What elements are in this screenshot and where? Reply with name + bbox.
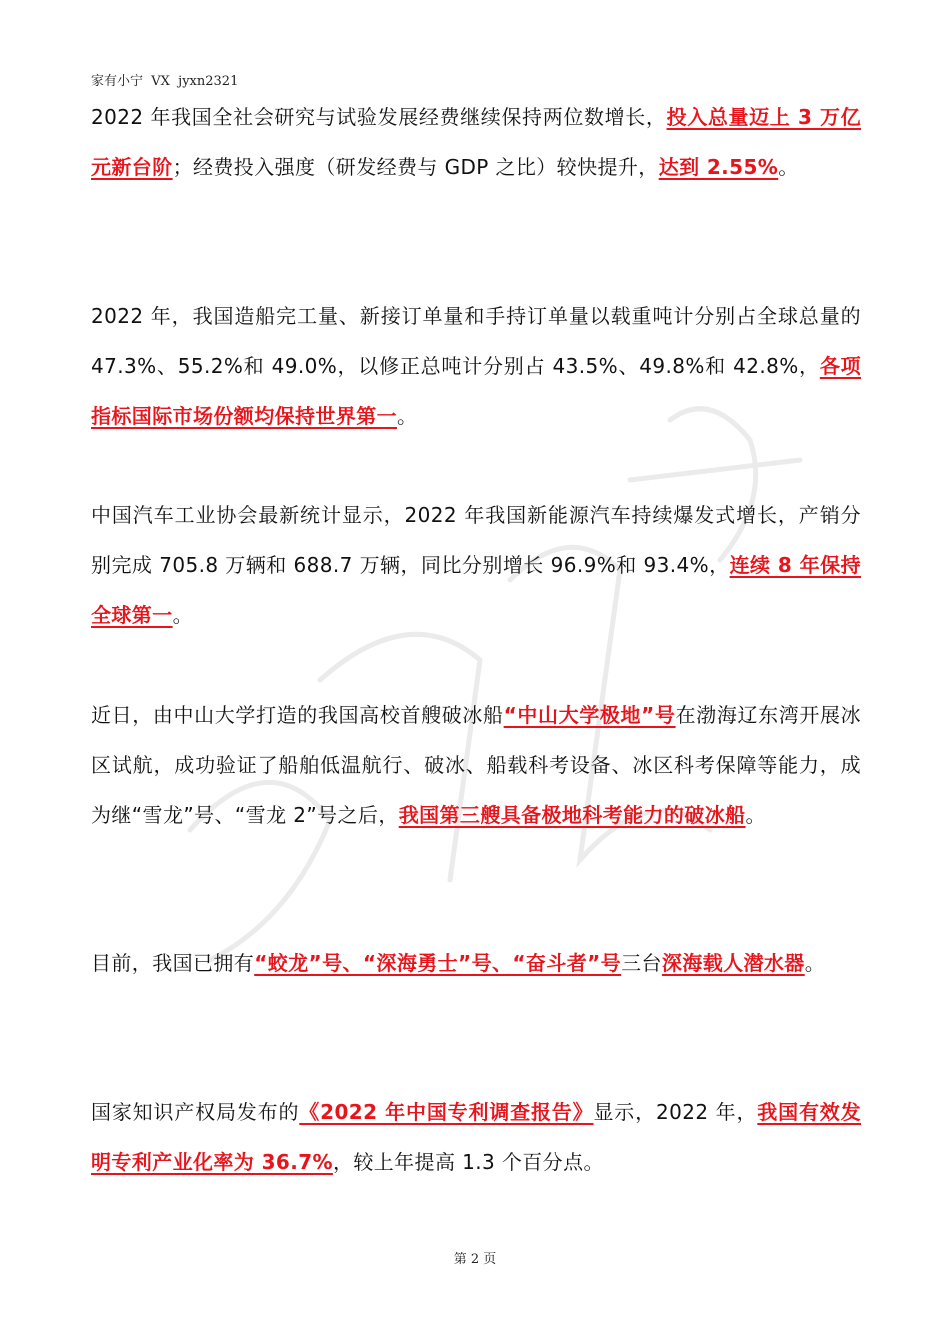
paragraph-text: 2022 年，我国造船完工量、新接订单量和手持订单量以载重吨计分别占全球总量的 47.3%、55.2%和 49.0%，以修正总吨计分别占 43.5%、49.8%和 42.8%，	[91, 304, 861, 378]
paragraph-shipbuilding	[91, 291, 861, 441]
highlight-text: 达到 2.55%	[658, 155, 779, 179]
paragraph-submersibles	[91, 938, 861, 988]
paragraph-text: 。	[778, 155, 799, 179]
highlight-text: 我国有效发明专利产业化率为 36.7%	[91, 1100, 862, 1174]
highlight-text: 《2022 年中国专利调查报告》	[299, 1100, 594, 1124]
highlight-text: 投入总量迈上 3 万亿元新台阶	[91, 105, 861, 179]
paragraph-text: 在渤海辽东湾开展冰区试航，成功验证了船舶低温航行、破冰、船载科考设备、冰区科考保障等能力，成为继“雪龙”号、“雪龙 2”号之后，	[91, 703, 862, 827]
paragraph-text: 2022 年我国全社会研究与试验发展经费继续保持两位数增长，	[91, 105, 667, 129]
paragraph-rnd-funding	[91, 92, 861, 192]
highlight-text: “蛟龙”号、“深海勇士”号、“奋斗者”号	[254, 951, 622, 975]
highlight-text: 我国第三艘具备极地科考能力的破冰船	[398, 803, 746, 827]
paragraph-text: 。	[804, 951, 826, 975]
highlight-text: 深海载人潜水器	[661, 951, 805, 975]
page-number: 第 2 页	[453, 1252, 497, 1267]
highlight-text: 各项指标国际市场份额均保持世界第一	[91, 354, 862, 428]
paragraph-text: 三台	[621, 951, 662, 975]
paragraph-text: 近日，由中山大学打造的我国高校首艘破冰船	[91, 703, 504, 727]
paragraph-text: 中国汽车工业协会最新统计显示，2022 年我国新能源汽车持续爆发式增长，产销分别完成 705.8 万辆和 688.7 万辆，同比分别增长 96.9%和 93.4%，	[91, 503, 861, 577]
highlight-text: “中山大学极地”号	[503, 703, 676, 727]
paragraph-text: 目前，我国已拥有	[91, 951, 255, 975]
highlight-text: 连续 8 年保持全球第一	[91, 553, 861, 627]
paragraph-ev-industry	[91, 490, 861, 640]
watermark	[150, 360, 850, 1000]
page-header: 家有小宁 VX jyxn2321	[91, 74, 239, 89]
paragraph-text: 国家知识产权局发布的	[91, 1100, 300, 1124]
paragraph-text: ；经费投入强度（研发经费与 GDP 之比）较快提升，	[172, 155, 659, 179]
paragraph-text: ，较上年提高 1.3 个百分点。	[332, 1150, 604, 1174]
paragraph-patent-report	[91, 1087, 861, 1187]
paragraph-icebreaker	[91, 690, 861, 840]
paragraph-text: 。	[745, 803, 766, 827]
paragraph-text: 。	[397, 404, 418, 428]
paragraph-text: 显示，2022 年，	[593, 1100, 758, 1124]
paragraph-text: 。	[172, 603, 194, 627]
